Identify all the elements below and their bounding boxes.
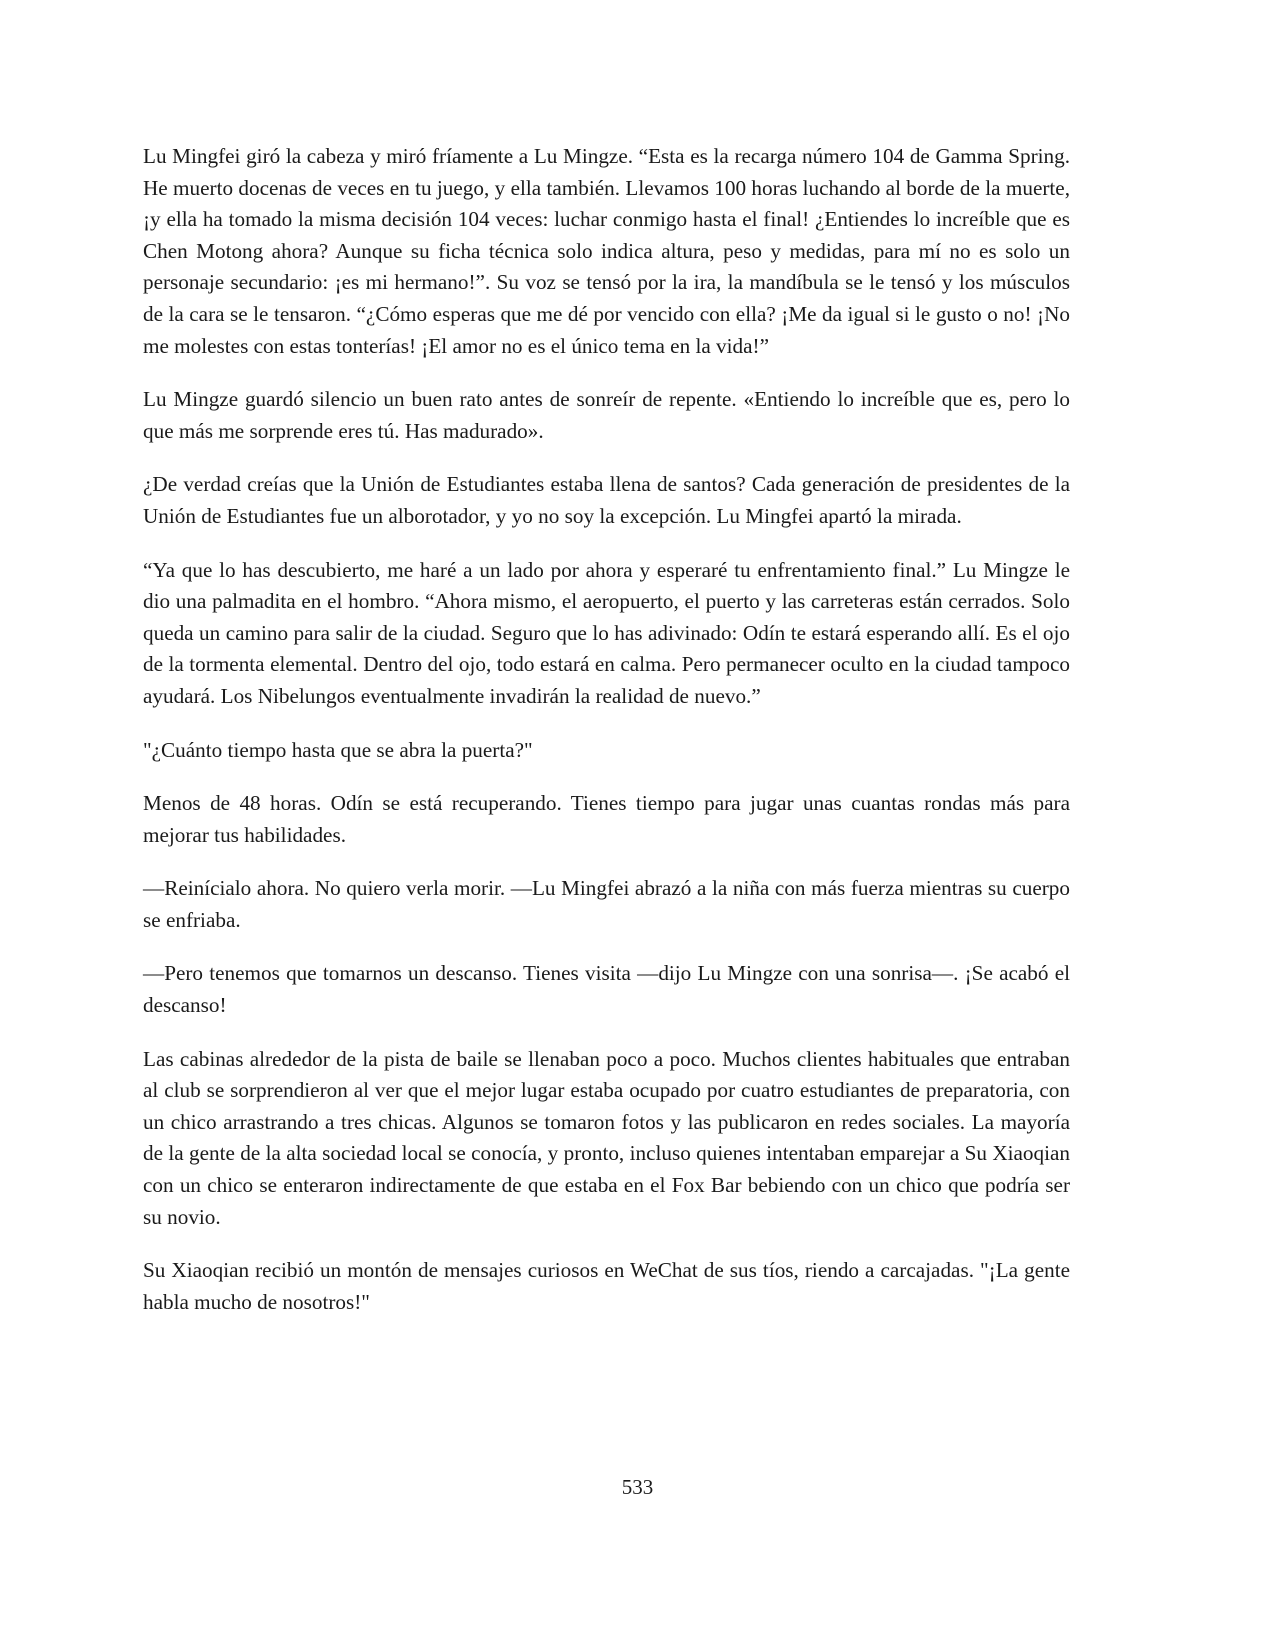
paragraph-9: Las cabinas alrededor de la pista de baile se llenaban poco a poco. Muchos clientes habituales que entraban al club se sorprendieron al ver que el mejor lugar estaba ocupado por cuatro estudiantes de preparatoria, con un chico arrastrando a tres chicas. Algunos se tomaron fotos y las publicaron en redes sociales. La mayoría de la gente de la alta sociedad local se conocía, y pronto, incluso quienes intentaban emparejar a Su Xiaoqian con un chico se enteraron indirectamente de que estaba en el Fox Bar bebiendo con un chico que podría ser su novio.	[143, 1046, 1070, 1229]
paragraph-5: "¿Cuánto tiempo hasta que se abra la puerta?"	[143, 737, 533, 762]
paragraph-10: Su Xiaoqian recibió un montón de mensajes curiosos en WeChat de sus tíos, riendo a carcajadas. "¡La gente habla mucho de nosotros!"	[143, 1258, 1070, 1314]
paragraph-7: —Reinícialo ahora. No quiero verla morir. —Lu Mingfei abrazó a la niña con más fuerza mientras su cuerpo se enfriaba.	[143, 876, 1070, 932]
paragraph-1: Lu Mingfei giró la cabeza y miró fríamente a Lu Mingze. “Esta es la recarga número 104 de Gamma Spring. He muerto docenas de veces en tu juego, y ella también. Llevamos 100 horas luchando al borde de la muerte, ¡y ella ha tomado la misma decisión 104 veces: luchar conmigo hasta el final! ¿Entiendes lo increíble que es Chen Motong ahora? Aunque su ficha técnica solo indica altura, peso y medidas, para mí no es solo un personaje secundario: ¡es mi hermano!”. Su voz se tensó por la ira, la mandíbula se le tensó y los músculos de la cara se le tensaron. “¿Cómo esperas que me dé por vencido con ella? ¡Me da igual si le gusto o no! ¡No me molestes con estas tonterías! ¡El amor no es el único tema en la vida!”	[143, 144, 1070, 358]
paragraph-6: Menos de 48 horas. Odín se está recuperando. Tienes tiempo para jugar unas cuantas rondas más para mejorar tus habilidades.	[143, 791, 1070, 847]
paragraph-8: —Pero tenemos que tomarnos un descanso. Tienes visita —dijo Lu Mingze con una sonrisa—. ¡Se acabó el descanso!	[143, 961, 1070, 1018]
paragraph-2: Lu Mingze guardó silencio un buen rato antes de sonreír de repente. «Entiendo lo increíble que es, pero lo que más me sorprende eres tú. Has madurado».	[143, 387, 1070, 443]
page-body	[143, 141, 1070, 1340]
paragraph-3: ¿De verdad creías que la Unión de Estudiantes estaba llena de santos? Cada generación de presidentes de la Unión de Estudiantes fue un alborotador, y yo no soy la excepción. Lu Mingfei apartó la mirada.	[143, 472, 1070, 528]
paragraph-4: “Ya que lo has descubierto, me haré a un lado por ahora y esperaré tu enfrentamiento final.” Lu Mingze le dio una palmadita en el hombro. “Ahora mismo, el aeropuerto, el puerto y las carreteras están cerrados. Solo queda un camino para salir de la ciudad. Seguro que lo has adivinado: Odín te estará esperando allí. Es el ojo de la tormenta elemental. Dentro del ojo, todo estará en calma. Pero permanecer oculto en la ciudad tampoco ayudará. Los Nibelungos eventualmente invadirán la realidad de nuevo.”	[143, 557, 1070, 708]
page-number: 533	[621, 1475, 654, 1499]
